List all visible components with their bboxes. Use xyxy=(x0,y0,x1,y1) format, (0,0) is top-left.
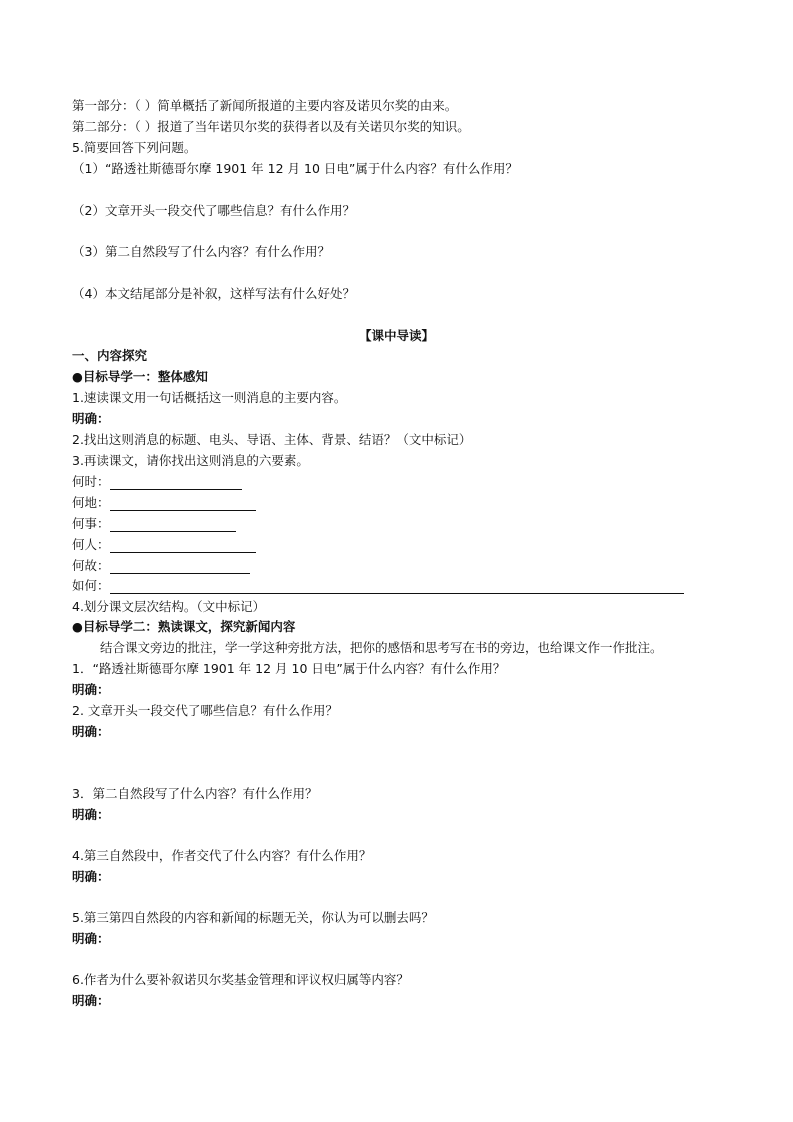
answer-label: 明确： xyxy=(72,993,110,1008)
question-5-3: （3）第二自然段写了什么内容？有什么作用？ xyxy=(72,244,330,259)
question-5: 5.简要回答下列问题。 xyxy=(72,140,197,155)
element-where-blank[interactable] xyxy=(110,497,256,511)
element-how-label: 如何： xyxy=(72,578,110,593)
answer-label: 明确： xyxy=(72,869,110,884)
question-5-4: （4）本文结尾部分是补叙，这样写法有什么好处？ xyxy=(72,286,355,301)
element-when-label: 何时： xyxy=(72,474,110,489)
goal2-question-6: 6.作者为什么要补叙诺贝尔奖基金管理和评议权归属等内容？ xyxy=(72,972,409,987)
element-who-label: 何人： xyxy=(72,537,110,552)
goal1-question-2: 2.找出这则消息的标题、电头、导语、主体、背景、结语？（文中标记） xyxy=(72,432,472,447)
goal2-question-3: 3．第二自然段写了什么内容？有什么作用？ xyxy=(72,786,318,801)
answer-label: 明确： xyxy=(72,807,110,822)
question-5-1: （1）“路透社斯德哥尔摩 1901 年 12 月 10 日电”属于什么内容？有什么作用？ xyxy=(72,161,518,176)
question-5-2: （2）文章开头一段交代了哪些信息？有什么作用？ xyxy=(72,203,355,218)
goal-2-heading: ●目标导学二：熟读课文，探究新闻内容 xyxy=(72,619,296,634)
goal-1-heading: ●目标导学一：整体感知 xyxy=(72,369,208,384)
goal2-question-5: 5.第三第四自然段的内容和新闻的标题无关，你认为可以删去吗？ xyxy=(72,910,434,925)
answer-label: 明确： xyxy=(72,411,110,426)
element-how-blank[interactable] xyxy=(110,580,684,594)
element-why-blank[interactable] xyxy=(110,560,250,574)
part1-line: 第一部分：（ ）简单概括了新闻所报道的主要内容及诺贝尔奖的由来。 xyxy=(72,98,458,113)
goal2-question-4: 4.第三自然段中，作者交代了什么内容？有什么作用？ xyxy=(72,848,372,863)
element-what xyxy=(72,516,236,532)
answer-label: 明确： xyxy=(72,931,110,946)
element-who xyxy=(72,537,256,553)
goal2-question-2: 2. 文章开头一段交代了哪些信息？有什么作用？ xyxy=(72,703,338,718)
goal2-question-1: 1．“路透社斯德哥尔摩 1901 年 12 月 10 日电”属于什么内容？有什么作用？ xyxy=(72,661,506,676)
goal1-question-4: 4.划分课文层次结构。（文中标记） xyxy=(72,599,266,614)
goal2-intro: 结合课文旁边的批注，学一学这种旁批方法，把你的感悟和思考写在书的旁边，也给课文作一作批注。 xyxy=(100,640,663,655)
element-what-label: 何事： xyxy=(72,516,110,531)
element-why xyxy=(72,558,250,574)
goal1-question-3: 3.再读课文，请你找出这则消息的六要素。 xyxy=(72,453,309,468)
part2-line: 第二部分：（ ）报道了当年诺贝尔奖的获得者以及有关诺贝尔奖的知识。 xyxy=(72,119,470,134)
element-how xyxy=(72,578,684,594)
element-where-label: 何地： xyxy=(72,495,110,510)
answer-label: 明确： xyxy=(72,724,110,739)
section-title: 【课中导读】 xyxy=(358,328,434,343)
answer-label: 明确： xyxy=(72,682,110,697)
goal1-question-1: 1.速读课文用一句话概括这一则消息的主要内容。 xyxy=(72,390,347,405)
element-where xyxy=(72,495,256,511)
element-who-blank[interactable] xyxy=(110,539,256,553)
element-when xyxy=(72,474,242,490)
section-1-heading: 一、内容探究 xyxy=(72,348,148,363)
element-what-blank[interactable] xyxy=(110,518,236,532)
element-why-label: 何故： xyxy=(72,558,110,573)
element-when-blank[interactable] xyxy=(110,476,242,490)
